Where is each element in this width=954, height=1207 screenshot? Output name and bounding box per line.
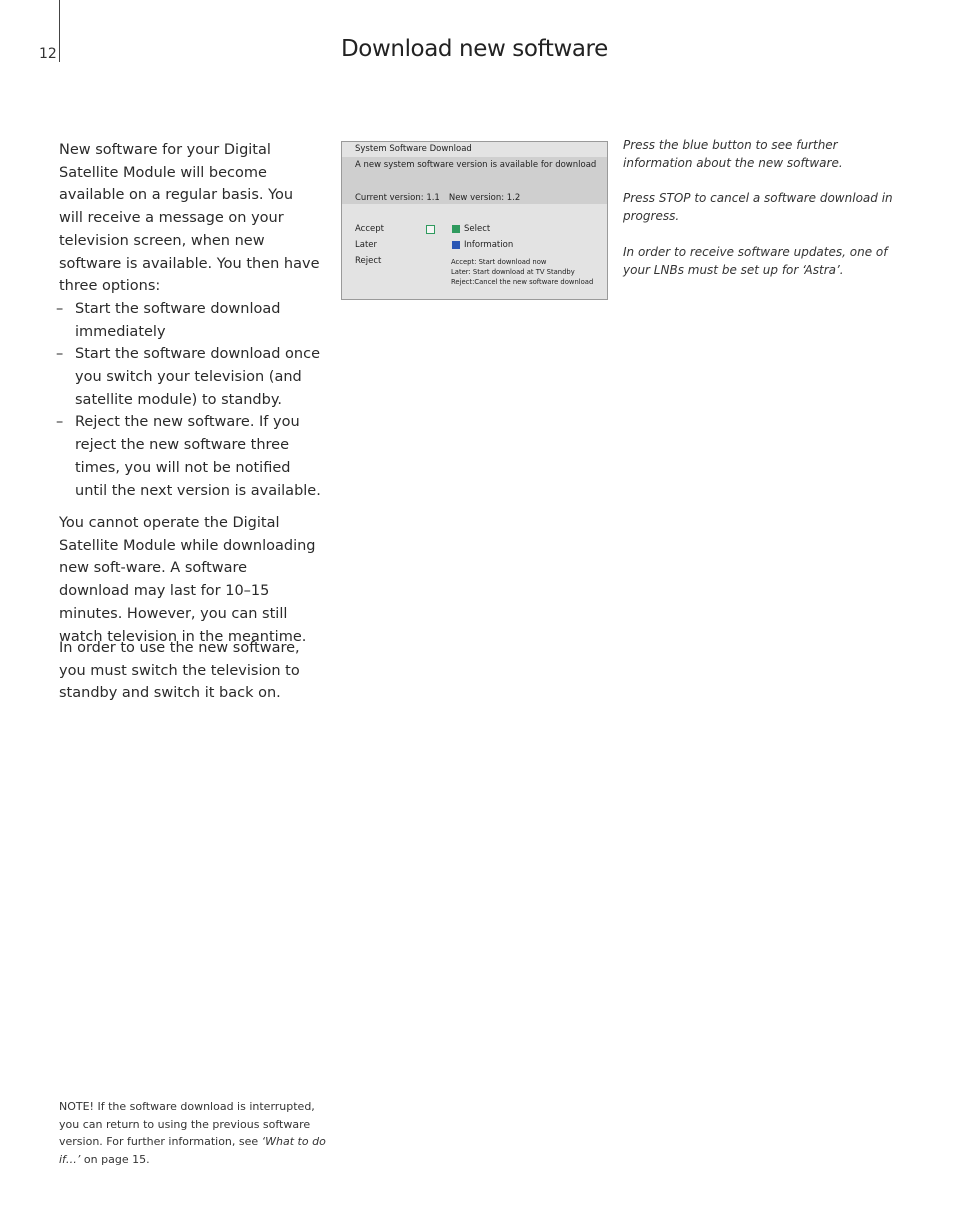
menu-title: System Software Download <box>355 144 472 154</box>
margin-rule <box>59 0 60 62</box>
software-download-menu <box>341 141 608 300</box>
footnote-page: on page 15. <box>80 1152 150 1166</box>
options-list <box>56 298 321 502</box>
hint-later: Later: Start download at TV Standby <box>451 268 575 276</box>
dash-bullet: – <box>56 414 64 431</box>
menu-message: A new system software version is available for download <box>355 160 597 170</box>
information-label: Information <box>464 240 514 250</box>
current-version: Current version: 1.1 <box>355 193 440 203</box>
blue-button-icon <box>452 241 460 249</box>
version-info <box>355 193 520 203</box>
footnote-text: NOTE! If the software download is interrupted, you can return to using the previous software version. For further information, see <box>59 1100 315 1148</box>
green-button-icon <box>452 225 460 233</box>
standby-paragraph: In order to use the new software, you must switch the television to standby and switch it back on. <box>59 640 300 702</box>
option-text: Start the software download once you switch your television (and satellite module) to standby. <box>75 346 320 408</box>
sidebar-note-blue-button: Press the blue button to see further information about the new software. <box>623 138 843 170</box>
hint-accept: Accept: Start download now <box>451 258 547 266</box>
menu-item-later[interactable]: Later <box>355 240 378 250</box>
body-text <box>56 139 321 502</box>
menu-item-accept[interactable]: Accept <box>355 224 384 234</box>
footnote-reference: ‘What to do if…’ <box>59 1135 326 1166</box>
option-text: Start the software download immediately <box>75 300 281 340</box>
hint-reject: Reject:Cancel the new software download <box>451 278 594 286</box>
list-item <box>56 411 321 502</box>
list-item <box>56 343 321 411</box>
option-text: Reject the new software. If you reject the new software three times, you will not be notified until the next version is available. <box>75 414 321 499</box>
sidebar-note-lnb: In order to receive software updates, one of your LNBs must be set up for ‘Astra’. <box>623 245 888 277</box>
dash-bullet: – <box>56 346 64 363</box>
new-version: New version: 1.2 <box>448 193 521 203</box>
accept-checkbox[interactable] <box>426 225 435 234</box>
page-title: Download new software <box>341 36 608 62</box>
sidebar-note-stop: Press STOP to cancel a software download in progress. <box>623 191 893 223</box>
intro-paragraph: New software for your Digital Satellite Module will become available on a regular basis. You will receive a message on your television screen, when new software is available. You then have three options: <box>59 142 320 295</box>
menu-item-reject[interactable]: Reject <box>355 256 382 266</box>
footnote <box>59 1098 329 1168</box>
page-number: 12 <box>39 46 57 62</box>
select-label: Select <box>464 224 491 234</box>
list-item <box>56 298 321 343</box>
operation-paragraph: You cannot operate the Digital Satellite Module while downloading new soft-ware. A software download may last for 10–15 minutes. However, you can still watch television in the meantime. <box>59 515 316 645</box>
dash-bullet: – <box>56 300 64 317</box>
